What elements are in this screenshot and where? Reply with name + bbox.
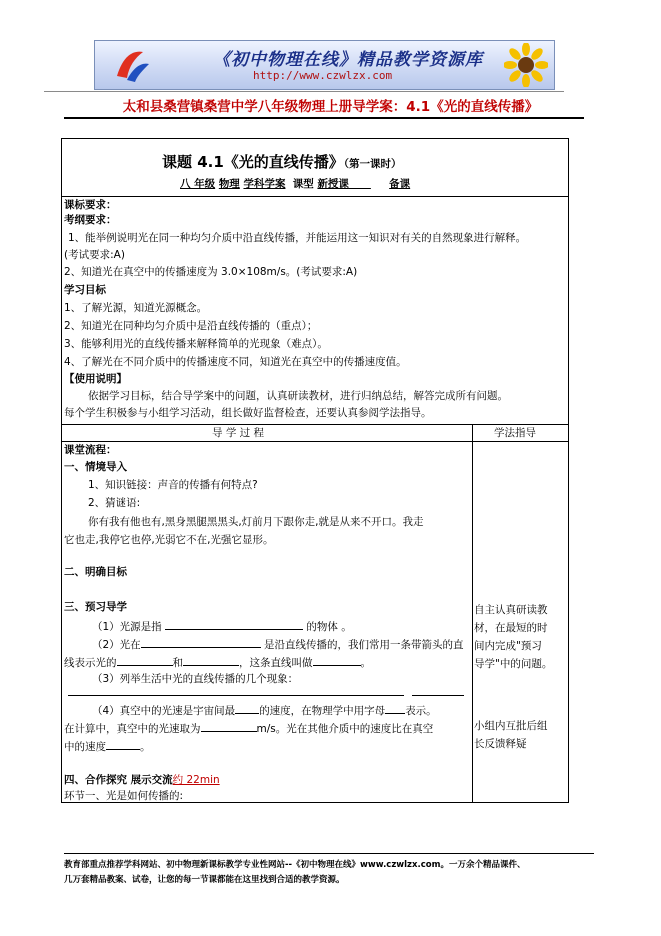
meta-kind: 学科学案 [243, 178, 286, 190]
lesson-table [61, 138, 569, 803]
section-intro: 一、情境导入 [64, 461, 127, 473]
row-divider [62, 441, 568, 442]
row-divider [62, 196, 568, 197]
intro-question-2: 2、猜谜语: [88, 497, 141, 509]
lesson-title: 课题 4.1《光的直线传播》 [162, 153, 344, 171]
column-header-process: 导 学 过 程 [212, 427, 265, 439]
usage-label: 【使用说明】 [64, 373, 127, 385]
riddle-line-1: 你有我有他也有,黑身黑腿黑黑头,灯前月下跟你走,就是从来不开口。我走 [88, 516, 424, 528]
preview-item-4-cont: 在计算中，真空中的光速取为 m/s。光在其他介质中的速度比在真空 [64, 723, 434, 735]
section-preview: 三、预习导学 [64, 601, 127, 613]
section-cooperate: 四、合作探究 展示交流约 22min [64, 774, 220, 786]
flow-label: 课堂流程： [64, 444, 117, 456]
page-footer [64, 858, 604, 888]
usage-line-2: 每个学生积极参与小组学习活动，组长做好监督检查，还要认真参阅学法指导。 [64, 407, 432, 419]
banner-title: 《初中物理在线》精品教学资源库 [213, 50, 483, 70]
blank-field[interactable] [183, 655, 239, 666]
preview-item-3: （3）列举生活中光的直线传播的几个现象： [92, 673, 299, 685]
column-divider [472, 424, 473, 802]
tip-group-review: 小组内互批后组 长反馈释疑 [474, 720, 548, 750]
banner-url[interactable]: http://www.czwlzx.com [253, 69, 393, 82]
meta-prep: 备课 [389, 178, 411, 190]
preview-item-4-end: 中的速度 。 [64, 741, 151, 753]
footer-rule [64, 853, 594, 854]
lesson-period: （第一课时） [343, 158, 402, 170]
meta-subject: 物理 [218, 178, 240, 190]
meta-type-label: 课型 [292, 178, 314, 190]
standards-label: 课标要求： [64, 199, 117, 211]
lesson-meta [180, 178, 410, 191]
standard-item-1: 1、能举例说明光在同一种均匀介质中沿直线传播，并能运用这一知识对有关的自然现象进行解释。 [68, 232, 527, 244]
time-note: 约 22min [172, 774, 220, 786]
intro-question-1: 1、知识链接：声音的传播有何特点? [88, 479, 258, 491]
objective-item: 2、知道光在同种均匀介质中是沿直线传播的（重点）； [64, 320, 318, 332]
section-goals: 二、明确目标 [64, 566, 127, 578]
footer-line-1: 教育部重点推荐学科网站、初中物理新课标教学专业性网站--《初中物理在线》www.czwlzx.com。一万余个精品课件、 [64, 860, 526, 870]
blank-field[interactable] [117, 655, 173, 666]
blank-field[interactable] [165, 619, 303, 630]
preview-item-2-cont: 线表示光的 和 ，这条直线叫做 。 [64, 657, 371, 669]
usage-line-1: 依据学习目标，结合导学案中的问题，认真研读教材，进行归纳总结，解答完成所有问题。 [88, 390, 508, 402]
sunflower-icon [504, 43, 548, 87]
site-logo-icon [113, 46, 151, 84]
blank-field[interactable] [106, 739, 140, 750]
objective-item: 4、了解光在不同介质中的传播速度不同，知道光在真空中的传播速度值。 [64, 356, 407, 368]
answer-line[interactable] [68, 695, 404, 696]
meta-grade: 八 年级 [180, 178, 216, 190]
tip-self-study: 自主认真研读教 材，在最短的时 间内完成"预习 导学"中的问题。 [474, 604, 553, 670]
preview-item-4: （4）真空中的光速是宇宙间最 的速度，在物理学中用字母 表示。 [92, 705, 437, 717]
objective-item: 3、能够利用光的直线传播来解释简单的光现象（难点）。 [64, 338, 328, 350]
objective-item: 1、了解光源，知道光源概念。 [64, 302, 208, 314]
title-rule [64, 117, 584, 119]
document-title: 太和县桑营镇桑营中学八年级物理上册导学案：4.1《光的直线传播》 [122, 99, 539, 115]
meta-type-value: 新授课 [317, 178, 349, 190]
blank-field[interactable] [201, 721, 257, 732]
preview-item-2: （2）光在 是沿直线传播的，我们常用一条带箭头的直 [92, 639, 464, 651]
blank-field[interactable] [385, 703, 405, 714]
column-header-method: 学法指导 [494, 427, 536, 439]
standard-item-2: 2、知道光在真空中的传播速度为 3.0×108m/s。(考试要求:A) [64, 266, 358, 278]
site-banner [94, 40, 555, 90]
standard-item-1-req: (考试要求:A) [64, 249, 125, 261]
preview-item-1: （1）光源是指 的物体 。 [92, 621, 352, 633]
blank-field[interactable] [141, 637, 261, 648]
link-1: 环节一、光是如何传播的: [64, 790, 184, 802]
header-rule [44, 91, 564, 92]
lesson-heading [162, 153, 402, 173]
footer-line-2: 几万套精品教案、试卷，让您的每一节课都能在这里找到合适的教学资源。 [64, 875, 345, 885]
answer-line[interactable] [412, 695, 464, 696]
exam-label: 考纲要求： [64, 214, 117, 226]
riddle-line-2: 它也走,我停它也停,光弱它不在,光强它显形。 [64, 534, 274, 546]
blank-field[interactable] [235, 703, 259, 714]
blank-field[interactable] [313, 655, 361, 666]
objectives-label: 学习目标 [64, 284, 106, 296]
row-divider [62, 424, 568, 425]
